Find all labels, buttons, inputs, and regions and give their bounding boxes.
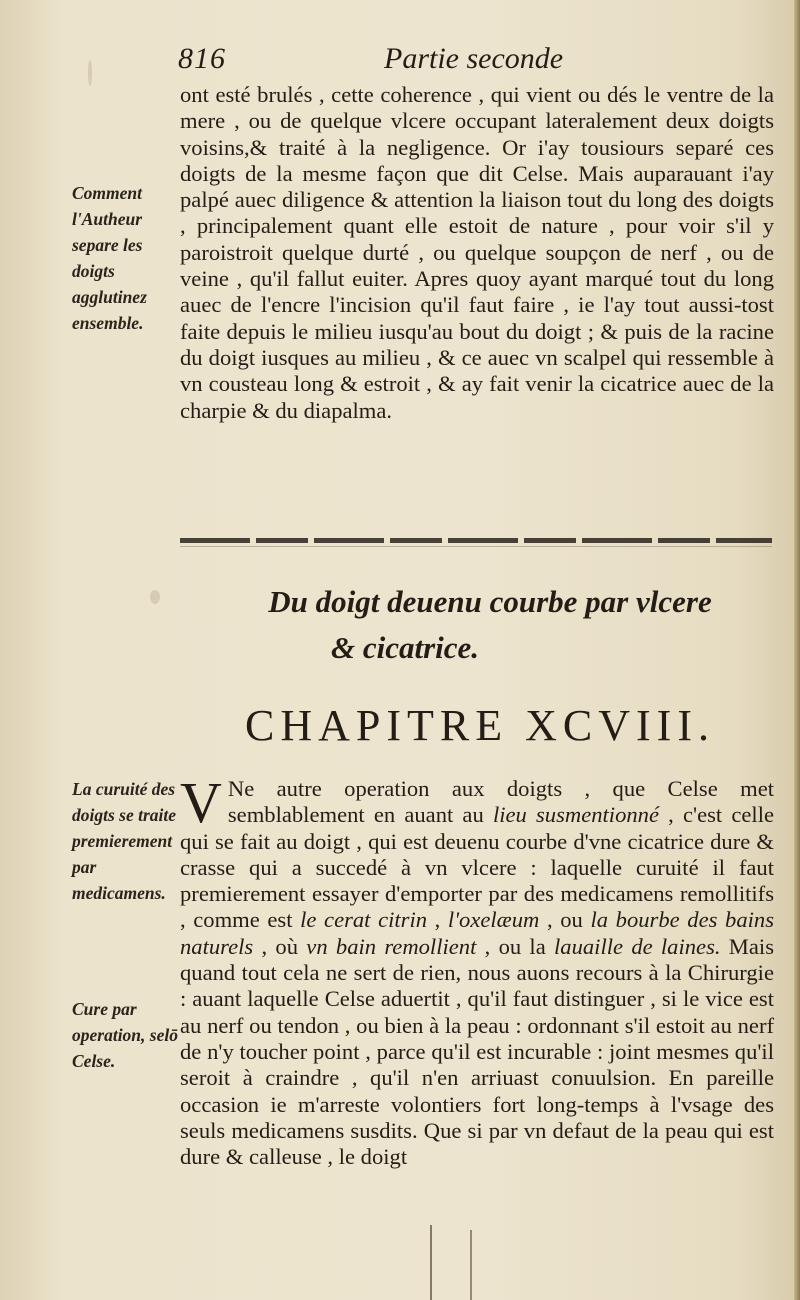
margin-note: Cure par operation, selō Celse.	[72, 999, 178, 1071]
ink-blemish	[88, 60, 92, 86]
text-run: Mais quand tout cela ne sert de rien, nous auons recours à la Chirurgie : auant laquelle Celse aduertit , qu'il faut distinguer , si le vice est au nerf ou tendon , ou bien à la peau : ordonnant s'il estoit au nerf de n'y toucher point , parce qu'il est incurable : joint mesmes qu'il seroit à craindre , qu'il n'en arriuast conuulsion. En pareille occasion ie m'arreste volontiers fort long-temps à l'vsage des seuls medicamens susdits. Que si par vn defaut de la peau qui est dure & calleuse , le doigt	[180, 933, 774, 1170]
text-run: , ou la	[476, 933, 555, 959]
ink-blemish	[150, 590, 160, 604]
running-title: Partie seconde	[384, 42, 564, 75]
page-header	[178, 42, 608, 82]
text-run: , où	[253, 933, 307, 959]
paragraph-text: ont esté brulés , cette coherence , qui vient ou dés le ventre de la mere , ou de quelque vlcere occupant lateralement deux doigts voisins,& traité à la negligence. Or i'ay tousiours separé ces doigts de la mesme façon que dit Celse. Mais auparauant i'ay palpé auec diligence & attention la liaison tout du long des doigts , principalement quant elle estoit de nature , pour voir s'il y paroistroit quelque durté , ou quelque soupçon de nerf , ou de veine , qu'il fallut euiter. Apres quoy ayant marqué tout du long auec de l'encre l'incision qu'il faut faire , ie l'ay tout aussi-tost faite depuis le milieu iusqu'au bout du doigt ; & puis de la racine du doigt iusques au milieu , & ce auec vn scalpel qui ressemble à vn cousteau long & estroit , & ay fait venir la cicatrice auec de la charpie & du diapalma.	[180, 82, 774, 423]
text-run: ,	[427, 907, 448, 933]
chapter-paragraph	[180, 770, 775, 1170]
chapter-heading: CHAPITRE XCVIII.	[245, 701, 715, 750]
paragraph-continued	[180, 82, 774, 424]
section-title-continued: & cicatrice.	[330, 630, 480, 665]
text-run: , c'est celle qui se fait au doigt , qui est deuenu courbe d'vne cicatrice dure & crasse qui a succedé à vn vlcere : laquelle curuité il faut premierement essayer d'emporter par des medicamens remollitifs , comme est	[180, 802, 775, 933]
italic-run: le cerat citrin	[300, 907, 428, 933]
paragraph-text	[180, 770, 775, 1170]
page-number: 816	[178, 42, 226, 75]
ornamental-rule	[180, 538, 772, 543]
text-run: , ou	[539, 907, 591, 933]
italic-run: lieu susmentionné	[492, 802, 659, 828]
page-crease	[470, 1230, 472, 1300]
page-crease	[430, 1225, 432, 1300]
italic-run: vn bain remollient	[306, 933, 477, 959]
page-edge	[794, 0, 800, 1300]
text-run: Ne autre operation aux doigts , que Celse met semblablement en auant au	[227, 776, 774, 828]
italic-run: lauaille de laines.	[554, 933, 721, 959]
rule-underline	[180, 546, 772, 547]
margin-note: Comment l'Autheur separe les doigts agglutinez ensemble.	[72, 183, 147, 333]
italic-run: l'oxelæum	[447, 907, 540, 933]
drop-capital: V	[180, 770, 222, 835]
italic-run: la bourbe des bains naturels	[180, 907, 774, 959]
section-title: Du doigt deuenu courbe par vlcere	[268, 584, 712, 619]
margin-note: La curuité des doigts se traite premierement par medicamens.	[72, 779, 177, 903]
